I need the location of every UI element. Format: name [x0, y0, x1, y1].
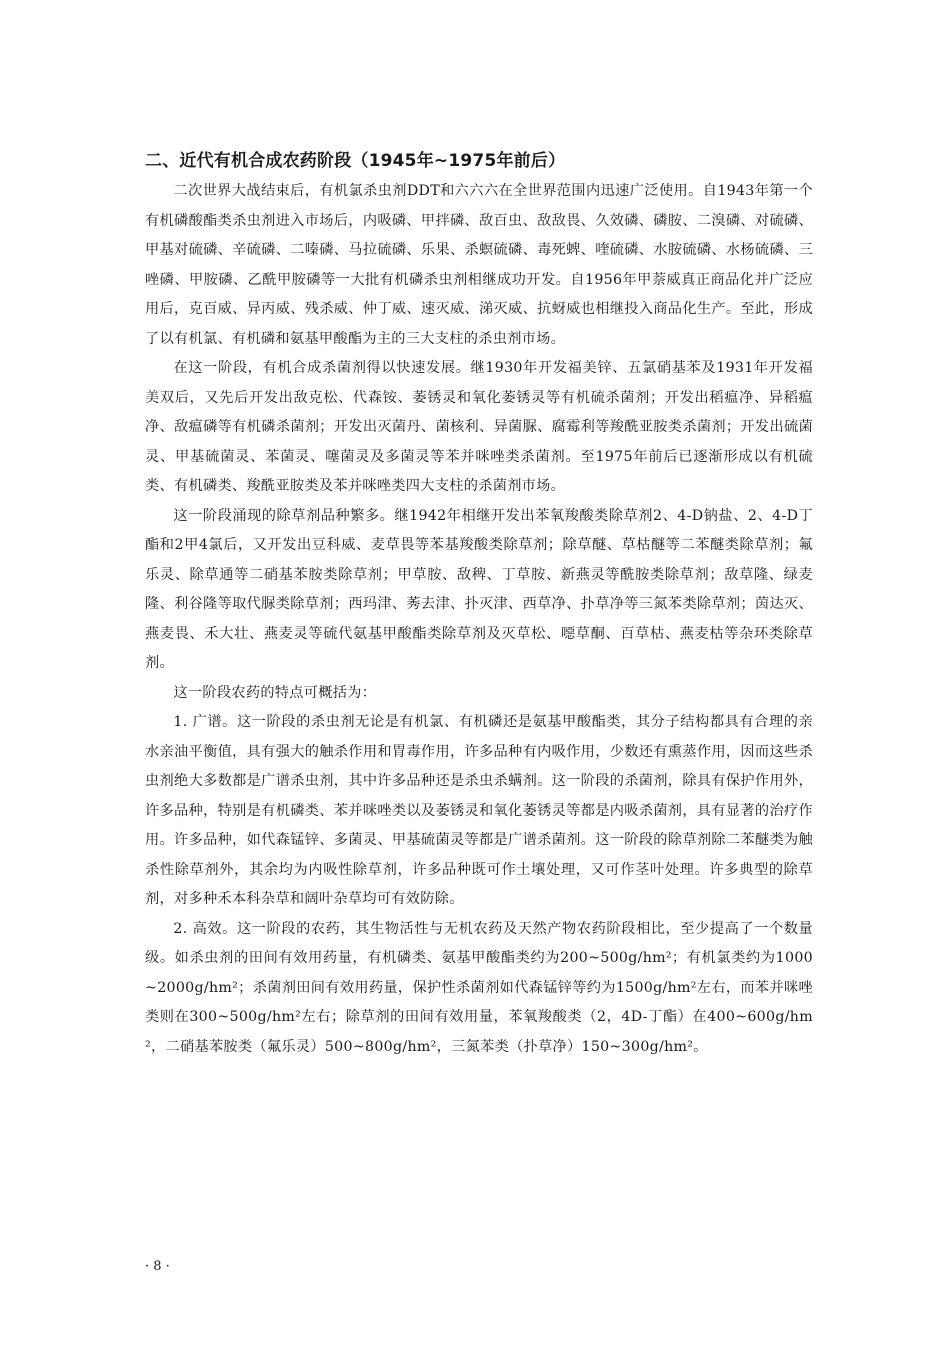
section-title: 二、近代有机合成农药阶段（1945年~1975年前后） [145, 151, 566, 171]
paragraph-fungicides: 在这一阶段，有机合成杀菌剂得以快速发展。继1930年开发福美锌、五氯硝基苯及1931年开发福美双后，又先后开发出敌克松、代森铵、萎锈灵和氧化萎锈灵等有机硫杀菌剂；开发出稻瘟净、异稻瘟净、敌瘟磷等有机磷杀菌剂；开发出灭菌丹、菌核利、异菌脲、腐霉利等羧酰亚胺类杀菌剂；开发出硫菌灵、甲基硫菌灵、苯菌灵、噻菌灵及多菌灵等苯并咪唑类杀菌剂。至1975年前后已逐渐形成以有机硫类、有机磷类、羧酰亚胺类及苯并咪唑类四大支柱的杀菌剂市场。 [145, 360, 813, 494]
paragraph-broad-spectrum: 1. 广谱。这一阶段的杀虫剂无论是有机氯、有机磷还是氨基甲酸酯类，其分子结构都具有合理的亲水亲油平衡值，具有强大的触杀作用和胃毒作用，许多品种有内吸作用，少数还有熏蒸作用，因而这些杀虫剂绝大多数都是广谱杀虫剂，其中许多品种还是杀虫杀螨剂。这一阶段的杀菌剂，除具有保护作用外，许多品种，特别是有机磷类、苯并咪唑类以及萎锈灵和氧化萎锈灵等都是内吸杀菌剂，具有显著的治疗作用。许多品种，如代森锰锌、多菌灵、甲基硫菌灵等都是广谱杀菌剂。这一阶段的除草剂除二苯醚类为触杀性除草剂外，其余均为内吸性除草剂，许多品种既可作土壤处理，又可作茎叶处理。许多典型的除草剂，对多种禾本科杂草和阔叶杂草均可有效防除。 [145, 714, 813, 907]
paragraph-characteristics-intro: 这一阶段农药的特点可概括为： [173, 684, 377, 701]
page-content [145, 147, 813, 1062]
paragraph-insecticides: 二次世界大战结束后，有机氯杀虫剂DDT和六六六在全世界范围内迅速广泛使用。自1943年第一个有机磷酸酯类杀虫剂进入市场后，内吸磷、甲拌磷、敌百虫、敌敌畏、久效磷、磷胺、二溴磷、对硫磷、甲基对硫磷、辛硫磷、二嗪磷、马拉硫磷、乐果、杀螟硫磷、毒死蜱、喹硫磷、水胺硫磷、水杨硫磷、三唑磷、甲胺磷、乙酰甲胺磷等一大批有机磷杀虫剂相继成功开发。自1956年甲萘威真正商品化并广泛应用后，克百威、异丙威、残杀威、仲丁威、速灭威、涕灭威、抗蚜威也相继投入商品化生产。至此，形成了以有机氯、有机磷和氨基甲酸酯为主的三大支柱的杀虫剂市场。 [145, 183, 813, 347]
page-number: · 8 · [145, 1259, 170, 1274]
paragraph-herbicides: 这一阶段涌现的除草剂品种繁多。继1942年相继开发出苯氧羧酸类除草剂2、4-D钠盐、2、4-D丁酯和2甲4氯后，又开发出豆科威、麦草畏等苯基羧酸类除草剂；除草醚、草枯醚等二苯醚类除草剂；氟乐灵、除草通等二硝基苯胺类除草剂；甲草胺、敌稗、丁草胺、新燕灵等酰胺类除草剂；敌草隆、绿麦隆、利谷隆等取代脲类除草剂；西玛津、莠去津、扑灭津、西草净、扑草净等三氮苯类除草剂；茵达灭、燕麦畏、禾大壮、燕麦灵等硫代氨基甲酸酯类除草剂及灭草松、噁草酮、百草枯、燕麦枯等杂环类除草剂。 [145, 507, 813, 671]
paragraph-high-efficiency: 2. 高效。这一阶段的农药，其生物活性与无机农药及天然产物农药阶段相比，至少提高了一个数量级。如杀虫剂的田间有效用药量，有机磷类、氨基甲酸酯类约为200~500g/hm²；有机氯类约为1000~2000g/hm²；杀菌剂田间有效用药量，保护性杀菌剂如代森锰锌等约为1500g/hm²左右，而苯并咪唑类则在300~500g/hm²左右；除草剂的田间有效用量，苯氧羧酸类（2，4D-丁酯）在400~600g/hm²，二硝基苯胺类（氟乐灵）500~800g/hm²，三氮苯类（扑草净）150~300g/hm²。 [145, 920, 813, 1055]
